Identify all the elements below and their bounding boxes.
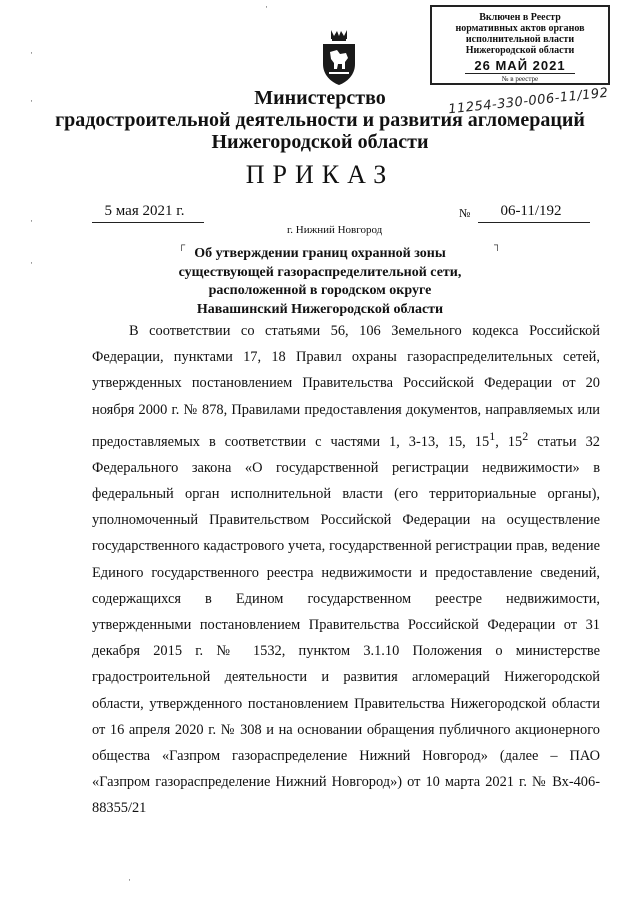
stamp-line-2: нормативных актов органов [455,23,585,34]
date-underline [92,222,204,223]
scan-mark: · [30,96,33,106]
subject-line-1: Об утверждении границ охранной зоны [194,246,446,261]
body-text-part-3: статьи 32 Федерального закона «О государственной регистрации недвижимости» в федеральный орган исполнительной власти (его территориальные органы), уполномоченный Правительством Российской Федерации на осуществление государственного кадастрового учета, государственной регистрации прав, ведение Единого государственного реестра недвижимости и предоставление сведений, содержащихся в Едином государственном реестре недвижимости, утвержденными постановлением Правительства Российской Федерации от 31 декабря 2015 г. № 1532, пунктом 3.1.10 Положения о министерстве градостроительной деятельности и развития агломераций Нижегородской области, утвержденного постановлением Правительства Нижегородской области от 16 апреля 2020 г. № 308 и на основании обращения публичного акционерного общества «Газпром газораспределение Нижний Новгород» (далее – ПАО «Газпром газораспределение Нижний Новгород») от 10 марта 2021 г. № Вх-406-88355/21 [92,433,601,817]
subject-line-4: Навашинский Нижегородской области [196,301,444,317]
body-text-part-1: В соответствии со статьями 56, 106 Земельного кодекса Российской Федерации, пунктами 17, 18 Правил охраны газораспределительных сетей, утвержденных постановлением Правительства Российской Федерации от 20 ноября 2000 г. № 878, Правилами предоставления документов, направляемых или предоставляемых в соответствии с частями 1, 3-13, 15, 15 [92,323,600,450]
stamp-number-label: № в реестре [501,75,539,83]
subject-line-3: расположенной в городском округе [208,283,432,298]
ministry-name-line-3: Нижегородской области [211,131,429,153]
order-subject [0,245,640,319]
ministry-name-line-1: Министерство [254,87,386,109]
subject-corner-right: ┐ [494,240,502,251]
stamp-line-1: Включен в Реестр [479,12,561,23]
subject-corner-left: ┌ [178,240,186,251]
scan-mark: · [30,216,33,226]
order-city: г. Нижний Новгород [287,224,383,236]
body-paragraph [92,318,600,822]
order-number: 06-11/192 [500,203,562,219]
registry-stamp [430,5,610,85]
scan-mark: · [30,258,33,268]
stamp-date: 26 МАЙ 2021 [474,58,566,73]
document-type-title: ПРИКАЗ [245,160,395,189]
scan-mark: · [30,48,33,58]
coat-of-arms-icon [318,28,360,86]
superscript-2: 2 [522,428,529,443]
order-date: 5 мая 2021 г. [104,203,185,219]
scan-mark: · [128,875,131,885]
stamp-line-3: исполнительной власти [465,34,575,45]
stamp-handwritten-number: 11254-330-006-11/192 [447,85,610,118]
stamp-line-4: Нижегородской области [465,45,575,56]
number-sign: № [459,206,471,220]
scan-mark: · [265,2,268,12]
stamp-divider [465,73,575,74]
ministry-name-line-2: градостроительной деятельности и развития агломераций [55,109,585,131]
subject-line-2: существующей газораспределительной сети, [178,264,462,280]
number-underline [478,222,590,223]
body-text-part-2: , 15 [495,433,523,450]
superscript-1: 1 [489,428,496,443]
